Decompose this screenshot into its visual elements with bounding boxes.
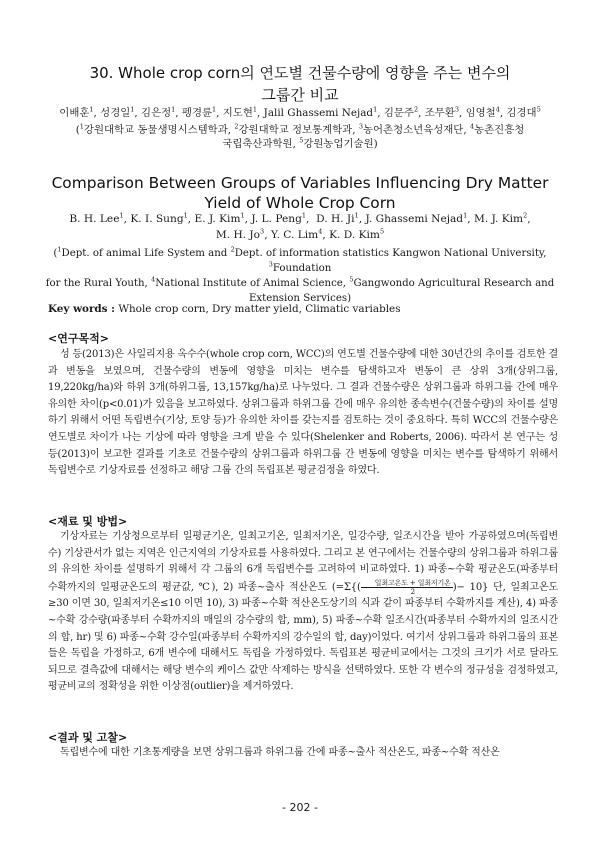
korean-title-line-2: 그룹간 비교 <box>261 86 339 104</box>
keywords <box>48 302 558 316</box>
methods-text-a: 기상자료는 기상청으로부터 일평균기온, 일최고기온, 일최저기온, 일강수량, 일조시간을 받아 가공하였으며(독립변수) 기상관서가 없는 지역은 인근지역의 기상자료를 사용하였다. 그리고 본 연구에서는 건물수량의 상위그룹과 하위그룹의 유의한 차이를 설명하기 위해서 각 그룹의 6개 독립변수를 고려하여 비교하였다. 1) 파종~수확 평균온도(파종부터 수확까지의 일평균온도의 평균값, ℃), 2) 파종~출사 적산온도 <box>48 531 558 593</box>
korean-title <box>40 62 560 106</box>
author-en: B. H. Lee <box>69 213 120 225</box>
page-number: - 202 - <box>282 801 318 814</box>
affiliation-en: Dept. of information statistics Kangwon National University, <box>234 248 547 259</box>
methods-text-b: 단, 일최고온도≥30 이면 30, 일최저기온≤10 이면 10), 3) 파종~수확 적산온도상기의 식과 같이 파종부터 수확까지를 계산), 4) 파종~수확 강수량(파종부터 수확까지의 매일의 강수량의 합, mm), 5) 파종~수확 일조시간(파종부터 수확까지의 일조시간의 합, hr) 및 6) 파종~수확 강수일(파종부터 수확까지의 강수일의 합, day)이었다. 여기서 상위그룹과 하위그룹의 표본들은 독립을 가정하고, 6개 변수에 대해서도 독립을 가정하였다. 독립표본 평균비교에서는 그것의 크기가 서로 달라도 되므로 결측값에 대해서는 해당 변수의 케이스 값만 삭제하는 방식을 선택하였다. 또한 각 변수의 정규성을 검정하였고, 평균비교의 정확성을 위한 이상점(outlier)을 제거하였다. <box>48 581 559 693</box>
english-title-line-1: Comparison Between Groups of Variables Influencing Dry Matter <box>51 174 549 192</box>
affiliation-en: for the Rural Youth, <box>45 278 148 289</box>
author-ko: 성경일 <box>100 107 131 119</box>
section-heading-methods: <재료 및 방법> <box>48 515 128 528</box>
author-ko: Jalil Ghassemi Nejad <box>263 107 374 119</box>
author-ko: 펭경륜 <box>181 107 213 119</box>
author-ko: 임영철 <box>465 107 496 119</box>
affiliation-ko: 강원대학교 동물생명시스템학과, <box>83 124 232 136</box>
affiliation-ko: 강원농업기술원) <box>303 138 378 150</box>
formula-numerator: 일최고온도 + 일최저기온 <box>361 579 453 588</box>
author-en: M. J. Kim <box>473 213 524 225</box>
affiliation-en: Extension Services) <box>248 293 352 304</box>
section-body-objective <box>48 347 558 480</box>
affiliation-en: Gangwondo Agricultural Research and <box>353 278 555 289</box>
author-en: J. Ghassemi Nejad <box>365 213 464 225</box>
author-ko: 이배훈 <box>59 107 90 119</box>
english-title-line-2: Yield of Whole Crop Corn <box>204 194 396 212</box>
affiliation-ko: 국립축산과학원, <box>222 138 296 150</box>
affiliation-ko: 강원대학교 정보통계학과, <box>238 124 356 136</box>
author-en: M. H. Jo <box>215 229 261 241</box>
korean-authors: 이배훈$^1$, 성경일$^1$, 김은정$^1$, 펭경륜$^1$, 지도현$^1$, Jalil Ghassemi Nejad$^1$, 김문주$^2$, 조무환$^3$, 임영철$^4$, 김경대$^5$ <box>59 105 541 119</box>
english-affiliations: ($^1$Dept. of animal Life System and $^2$Dept. of information statistics Kangwon National University, $^3$Foundation for the Rural Youth, $^4$National Institute of Animal Science, $^5$Gangwondo Agricultural Research and Extension Services) <box>45 245 555 304</box>
keywords-label: Key words : <box>48 303 115 315</box>
affiliation-en: Foundation <box>272 263 332 274</box>
korean-affiliations: ($^1$강원대학교 동물생명시스템학과, $^2$강원대학교 정보통계학과, $^3$농어촌청소년육성재단, $^4$농촌진흥청 국립축산과학원, $^5$강원농업기술원) <box>75 122 525 150</box>
affiliation-en: National Institute of Animal Science, <box>155 278 347 289</box>
paragraph <box>48 529 558 696</box>
affiliation-ko: 농어촌청소년육성재단, <box>362 124 467 136</box>
author-ko: 김문주 <box>383 107 414 119</box>
paragraph: 성 등(2013)은 사일리지용 옥수수(whole crop corn, WCC)의 연도별 건물수량에 대한 30년간의 추이를 검토한 결과 변동을 보였으며, 건물수량의 변동에 영향을 미치는 변수를 탐색하고자 변동이 큰 상위 3개(상위그룹, 19,220kg/ha)와 하위 3개(하위그룹, 13,157kg/ha)로 나누었다. 그 결과 건물수량은 상위그룹과 하위그룹 간에 매우 유의한 차이(p<0.01)가 있음을 보고하였다. 상위그룹과 하위그룹 간에 매우 유의한 종속변수(건물수량)의 차이를 설명하기 위해서 어떤 독립변수(기상, 토양 등)가 유의한 차이를 갖는지를 검토하는 것이 중요하다. 특히 WCC의 건물수량은 연도별로 차이가 나는 기상에 따라 영향을 크게 받을 수 있다(Shelenker and Roberts, 2006). 따라서 본 연구는 성 등(2013)이 보고한 결과를 기초로 건물수량의 상위그룹과 하위그룹 간 변동에 영향을 미치는 변수를 탐색하기 위해서 독립변수로 기상자료를 선정하고 해당 그룹 간의 독립표본 평균검정을 하였다. <box>48 349 558 477</box>
author-en: E. J. Kim <box>194 213 241 225</box>
paragraph: 독립변수에 대한 기초통계량을 보면 상위그룹과 하위그룹 간에 파종~출사 적산온도, 파종~수확 적산온 <box>60 747 500 758</box>
formula: (=Σ{( 일최고온도 + 일최저기온 2 )− 10} <box>331 578 489 596</box>
author-ko: 김은정 <box>141 107 172 119</box>
formula-denominator: 2 <box>410 587 415 596</box>
author-en: Y. C. Lim <box>270 229 319 241</box>
affiliation-en: Dept. of animal Life System and <box>61 248 228 259</box>
affiliation-ko: 농촌진흥청 <box>474 124 525 136</box>
author-ko: 지도현 <box>222 107 253 119</box>
korean-title-line-1: 30. Whole crop corn의 연도별 건물수량에 영향을 주는 변수의 <box>89 64 511 82</box>
author-en: J. L. Peng <box>251 213 302 225</box>
keywords-text: Whole crop corn, Dry matter yield, Climatic variables <box>118 303 401 315</box>
section-heading-objective: <연구목적> <box>48 332 109 345</box>
formula-tail: − 10 <box>456 581 483 593</box>
section-body-results <box>48 745 558 762</box>
english-authors: B. H. Lee$^1$, K. I. Sung$^1$, E. J. Kim$^1$, J. L. Peng$^1$, D. H. Ji$^1$, J. Ghassemi Nejad$^1$, M. J. Kim$^2$, M. H. Jo$^3$, Y. C. Lim$^4$, K. D. Kim$^5$ <box>69 211 531 241</box>
section-heading-results: <결과 및 고찰> <box>48 731 128 744</box>
author-ko: 김경대 <box>506 107 537 119</box>
english-title <box>40 173 560 213</box>
author-en: K. I. Sung <box>130 213 184 225</box>
author-en: K. D. Kim <box>329 229 380 241</box>
author-en: D. H. Ji <box>316 213 355 225</box>
author-ko: 조무환 <box>424 107 455 119</box>
section-body-methods <box>48 529 558 696</box>
